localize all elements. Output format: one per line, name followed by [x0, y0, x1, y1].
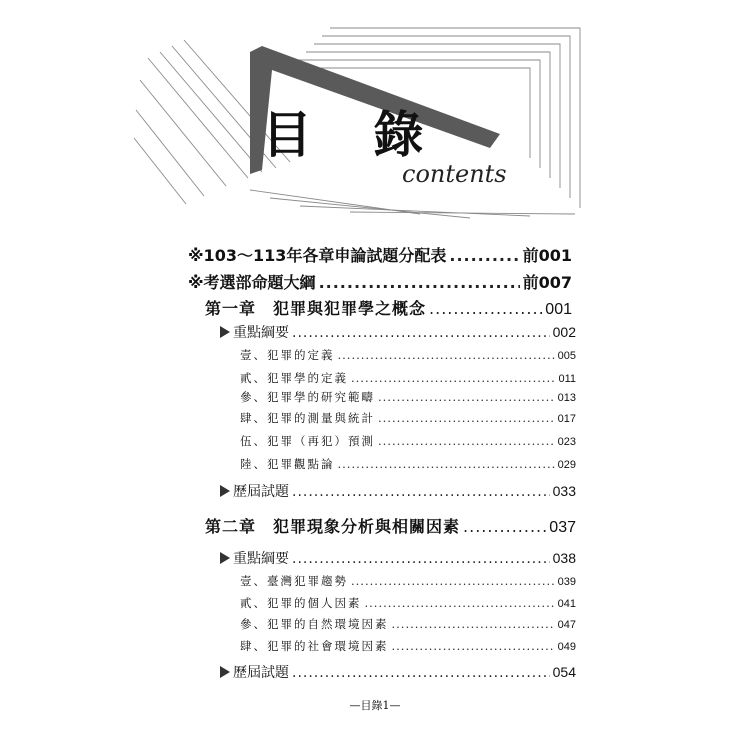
- leader-dots: [463, 517, 546, 536]
- leader-dots: [449, 246, 519, 265]
- toc-header: [0, 0, 750, 230]
- section-past-exams[interactable]: [220, 662, 576, 682]
- toc-item-label: 貳、犯罪學的定義: [240, 371, 348, 385]
- toc-item-label: 參、犯罪學的研究範疇: [240, 390, 375, 404]
- toc-item[interactable]: [240, 638, 576, 654]
- leader-dots: [319, 273, 520, 292]
- leader-dots: [351, 371, 555, 385]
- toc-item-page: 005: [557, 350, 576, 362]
- section-past-exams[interactable]: [220, 481, 576, 501]
- toc-item[interactable]: [240, 433, 576, 449]
- triangle-pointer-icon: [220, 552, 230, 564]
- section-page: 038: [552, 550, 576, 566]
- section-summary[interactable]: [220, 322, 576, 342]
- toc-entry[interactable]: [188, 270, 572, 293]
- toc-item-page: 047: [557, 619, 576, 631]
- toc-entry-label: ※考選部命題大綱: [188, 273, 316, 292]
- chapter-title: 第一章 犯罪與犯罪學之概念: [205, 299, 427, 318]
- toc-item[interactable]: [240, 616, 576, 632]
- chapter-heading[interactable]: [205, 514, 576, 537]
- chapter-heading[interactable]: [205, 296, 572, 319]
- triangle-pointer-icon: [220, 326, 230, 338]
- toc-item-page: 049: [557, 641, 576, 653]
- toc-item[interactable]: [240, 595, 576, 611]
- chapter-page: 001: [545, 301, 572, 318]
- section-summary[interactable]: [220, 548, 576, 568]
- toc-item-label: 壹、臺灣犯罪趨勢: [240, 574, 348, 588]
- section-label: 重點綱要: [233, 325, 289, 341]
- section-label: 歷屆試題: [233, 484, 289, 500]
- chapter-title: 第二章 犯罪現象分析與相關因素: [205, 517, 461, 536]
- leader-dots: [378, 434, 555, 448]
- toc-item[interactable]: [240, 347, 576, 363]
- toc-item-label: 參、犯罪的自然環境因素: [240, 617, 389, 631]
- section-page: 033: [552, 483, 576, 499]
- toc-item-page: 013: [557, 392, 576, 404]
- toc-subtitle: contents: [402, 160, 507, 188]
- toc-item-label: 伍、犯罪（再犯）預測: [240, 434, 375, 448]
- leader-dots: [292, 551, 550, 567]
- toc-item-page: 041: [557, 598, 576, 610]
- triangle-pointer-icon: [220, 666, 230, 678]
- leader-dots: [378, 411, 555, 425]
- toc-title: 目 錄: [262, 106, 446, 164]
- toc-item[interactable]: [240, 389, 576, 405]
- section-label: 歷屆試題: [233, 665, 289, 681]
- toc-item-page: 029: [557, 459, 576, 471]
- leader-dots: [338, 457, 555, 471]
- section-page: 054: [552, 664, 576, 680]
- leader-dots: [429, 299, 542, 318]
- toc-item-label: 陸、犯罪觀點論: [240, 457, 335, 471]
- leader-dots: [392, 617, 555, 631]
- toc-item-page: 011: [558, 373, 576, 385]
- toc-item[interactable]: [240, 573, 576, 589]
- leader-dots: [378, 390, 555, 404]
- leader-dots: [338, 348, 555, 362]
- leader-dots: [351, 574, 555, 588]
- leader-dots: [365, 596, 555, 610]
- chapter-page: 037: [549, 519, 576, 536]
- toc-item-page: 023: [557, 436, 576, 448]
- toc-item-label: 肆、犯罪的社會環境因素: [240, 639, 389, 653]
- toc-entry-page: 前007: [522, 273, 572, 292]
- section-label: 重點綱要: [233, 551, 289, 567]
- toc-item-label: 貳、犯罪的個人因素: [240, 596, 362, 610]
- toc-item[interactable]: [240, 410, 576, 426]
- toc-item[interactable]: [240, 370, 576, 386]
- page-footer: —目錄1—: [349, 699, 401, 712]
- leader-dots: [292, 484, 550, 500]
- leader-dots: [292, 665, 550, 681]
- leader-dots: [392, 639, 555, 653]
- toc-entry-label: ※103～113年各章申論試題分配表: [188, 246, 447, 265]
- toc-entry[interactable]: [188, 243, 572, 266]
- toc-item-page: 039: [557, 576, 576, 588]
- toc-item-page: 017: [557, 413, 576, 425]
- leader-dots: [292, 325, 550, 341]
- toc-entry-page: 前001: [522, 246, 572, 265]
- toc-item-label: 肆、犯罪的測量與統計: [240, 411, 375, 425]
- toc-item-label: 壹、犯罪的定義: [240, 348, 335, 362]
- triangle-pointer-icon: [220, 485, 230, 497]
- section-page: 002: [552, 324, 576, 340]
- toc-item[interactable]: [240, 456, 576, 472]
